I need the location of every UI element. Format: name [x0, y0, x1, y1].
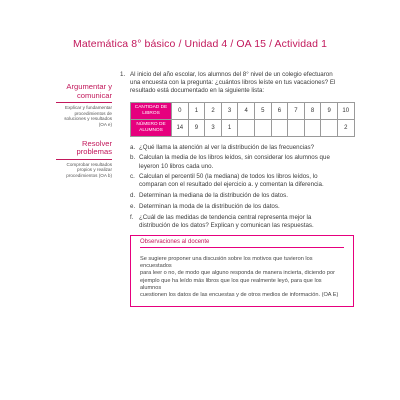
teacher-notes-title: Observaciones al docente — [140, 239, 344, 248]
skill-heading — [56, 83, 112, 103]
skill-heading-line: Resolver — [82, 138, 112, 148]
skill-description-line: procedimientos de — [74, 110, 112, 116]
table-cell: 8 — [304, 102, 321, 119]
skill-description-line: procedimientos (OA b) — [66, 172, 112, 178]
table-cell: 1 — [188, 102, 205, 119]
books-header — [131, 102, 172, 119]
skill-description — [56, 105, 112, 127]
item-line: Calculan la media de los libros leídos, sin considerar los alumnos que — [139, 154, 330, 162]
table-cell: 7 — [288, 102, 305, 119]
task-list — [130, 144, 356, 230]
notes-line: cuestionen los datos de las encuestas y de otros medios de información. (OA E) — [140, 291, 339, 298]
item-line: ¿Qué llama la atención al ver la distribución de las frecuencias? — [139, 143, 315, 151]
question-statement — [120, 71, 356, 96]
notes-line: para leer o no, de modo que alguno responda de manera incierta, diciendo por — [140, 270, 335, 277]
table-cell — [304, 119, 321, 136]
skills-sidebar — [56, 83, 112, 179]
books-row — [131, 102, 355, 119]
item-marker: c. — [130, 173, 135, 181]
table-cell: 9 — [188, 119, 205, 136]
table-cell — [321, 119, 338, 136]
list-item — [130, 192, 356, 200]
table-cell — [238, 119, 255, 136]
table-cell: 5 — [254, 102, 271, 119]
skill-description — [56, 162, 112, 179]
item-marker: f. — [130, 213, 134, 221]
skill-description-line: Comprobar resultados — [66, 161, 112, 167]
header-line: NÚMERO DE — [136, 122, 166, 128]
teacher-notes-box — [130, 235, 354, 307]
table-cell — [271, 119, 288, 136]
activity-content — [120, 71, 356, 307]
skill-description-line: (OA e) — [98, 121, 112, 127]
item-line: leyeron 10 libros cada uno. — [139, 162, 214, 170]
item-marker: e. — [130, 202, 136, 210]
skill-heading-line: Argumentar y — [66, 82, 112, 91]
item-marker: d. — [130, 192, 136, 200]
skill-heading-line: problemas — [76, 147, 112, 157]
item-line: Calculan el percentil 50 (la mediana) de todos los libros leídos, lo — [139, 173, 318, 181]
skill-description-line: Explicar y fundamentar — [65, 105, 112, 111]
table-cell: 3 — [221, 102, 238, 119]
skill-block-argumentar — [56, 83, 112, 128]
skill-heading-line: comunicar — [76, 90, 112, 100]
question-line: una encuesta con la pregunta: ¿cuántos libros leíste en tus vacaciones? El — [130, 79, 336, 87]
header-line: CANTIDAD DE — [134, 105, 168, 111]
item-line: Determinan la moda de la distribución de los datos. — [139, 202, 280, 210]
students-row — [131, 119, 355, 136]
table-cell: 3 — [205, 119, 222, 136]
students-header — [131, 119, 172, 136]
item-line: comparan con el resultado del ejercicio a. y comentan la diferencia. — [139, 181, 324, 189]
question-number: 1. — [120, 71, 126, 78]
list-item — [130, 173, 356, 189]
list-item — [130, 203, 356, 211]
header-line: ALUMNOS — [139, 127, 163, 133]
table-cell: 0 — [172, 102, 189, 119]
list-item — [130, 214, 356, 230]
table-cell — [254, 119, 271, 136]
item-marker: a. — [130, 143, 136, 151]
item-line: distribución de los datos? Explican y comunican las respuestas. — [139, 221, 314, 229]
table-cell — [288, 119, 305, 136]
item-marker: b. — [130, 154, 136, 162]
skill-heading — [56, 140, 112, 160]
skill-description-line: propios y realizar — [77, 167, 112, 173]
list-item — [130, 144, 356, 152]
list-item — [130, 154, 356, 170]
question-line: Al inicio del año escolar, los alumnos del 8° nivel de un colegio efectuaron — [130, 71, 333, 78]
table-cell: 10 — [337, 102, 354, 119]
item-line: ¿Cuál de las medidas de tendencia central representa mejor la — [139, 213, 312, 221]
header-line: LIBROS — [142, 110, 160, 116]
notes-line: ejemplo que ha leído más libros que los que realmente leyó, para que los alumnos — [140, 277, 322, 291]
table-cell: 1 — [221, 119, 238, 136]
table-cell: 2 — [337, 119, 354, 136]
table-cell: 4 — [238, 102, 255, 119]
skill-block-resolver — [56, 140, 112, 179]
table-cell: 2 — [205, 102, 222, 119]
notes-line: Se sugiere proponer una discusión sobre los motivos que tuvieron los encuestados — [140, 255, 313, 270]
frequency-table — [130, 102, 355, 137]
item-line: Determinan la mediana de la distribución de los datos. — [139, 192, 288, 200]
page-title: Matemática 8° básico / Unidad 4 / OA 15 / Actividad 1 — [72, 38, 328, 50]
question-line: resultado está documentado en la siguiente lista: — [130, 87, 265, 95]
table-cell: 9 — [321, 102, 338, 119]
teacher-notes-text — [140, 256, 344, 299]
table-cell: 14 — [172, 119, 189, 136]
skill-description-line: soluciones y resultados — [64, 116, 112, 122]
table-cell: 6 — [271, 102, 288, 119]
